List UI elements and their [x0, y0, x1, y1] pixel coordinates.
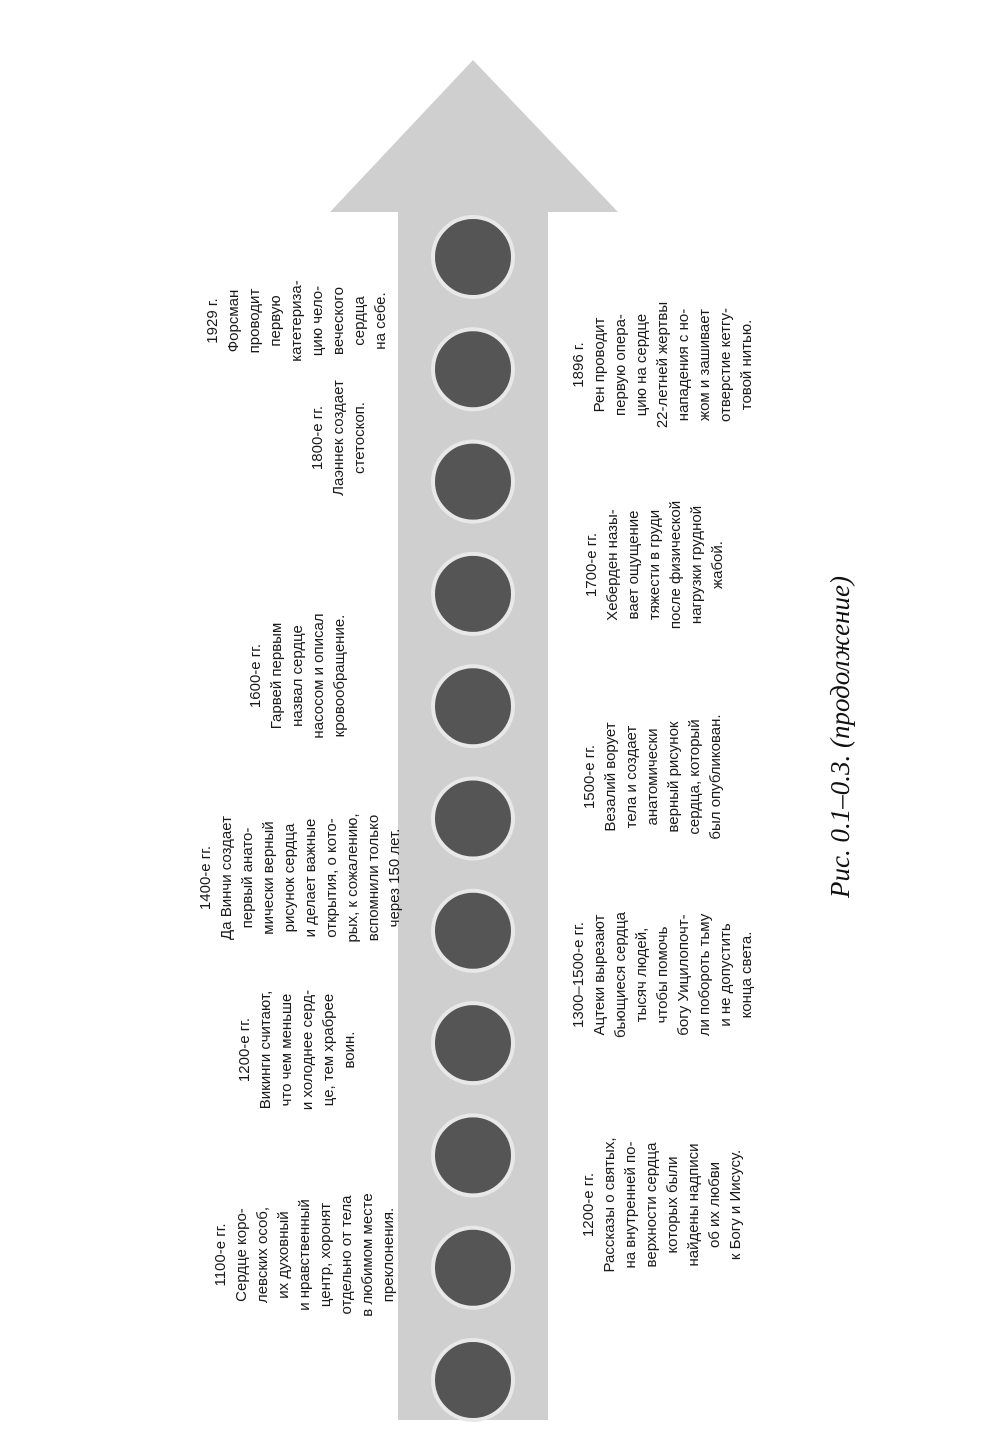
- timeline-node: [433, 1115, 513, 1195]
- event-1400s-da-vinci: 1400-е гг. Да Винчи создает первый анато- мически верный рисунок сердца и делает важные открытия, о кото- рых, к сожалению, вспомнили только через 150 лет.: [197, 813, 403, 943]
- event-1929-forssmann: 1929 г. Форсман проводит первую катетериза- цию чело- веческого сердца на себе.: [204, 280, 389, 362]
- timeline-node: [433, 1340, 513, 1420]
- timeline-node: [433, 217, 513, 297]
- timeline-node: [433, 442, 513, 522]
- timeline-nodes: [433, 217, 513, 1420]
- event-1200s-saints: 1200-е гг. Рассказы о святых, на внутренней по- верхности сердца которых были найдены надписи об их любви к Богу и Иисусу.: [580, 1137, 744, 1273]
- event-1800s-laennec: 1800-е гг. Лаэннек создает стетоскоп.: [309, 380, 368, 496]
- event-1896-rehn: 1896 г. Рен проводит первую опера- цию на сердце 22-летней жертвы нападения с но- жом и зашивает отверстие кетгу- товой нитью.: [570, 301, 755, 429]
- timeline-node: [433, 779, 513, 859]
- timeline-node: [433, 1003, 513, 1083]
- timeline-node: [433, 891, 513, 971]
- event-1600s-harvey: 1600-е гг. Гарвей первым назвал сердце насосом и описал кровообращение.: [247, 613, 348, 739]
- event-1700s-heberden: 1700-е гг. Хеберден назы- вает ощущение тяжести в груди после физической нагрузки грудной жабой.: [583, 500, 726, 630]
- event-1300-1500s-aztecs: 1300–1500-е гг. Ацтеки вырезают бьющиеся сердца тысяч людей, чтобы помочь богу Уицилопочт- ли побороть тьму и не допустить конца света.: [570, 911, 755, 1039]
- event-1500s-vesalius: 1500-е гг. Везалий ворует тела и создает анатомически верный рисунок сердца, который был опубликован.: [581, 714, 724, 840]
- event-1100s: 1100-е гг. Сердце коро- левских особ, их духовный и нравственный центр, хоронят отдельно от тела в любимом месте преклонения.: [212, 1193, 397, 1317]
- timeline-node: [433, 1228, 513, 1308]
- event-1200s-vikings: 1200-е гг. Викинги считают, что чем меньше и холоднее серд- це, тем храбрее воин.: [236, 989, 358, 1111]
- timeline-node: [433, 329, 513, 409]
- timeline-node: [433, 554, 513, 634]
- timeline-node: [433, 666, 513, 746]
- figure-caption: Рис. 0.1–0.3. (продолжение): [825, 576, 855, 898]
